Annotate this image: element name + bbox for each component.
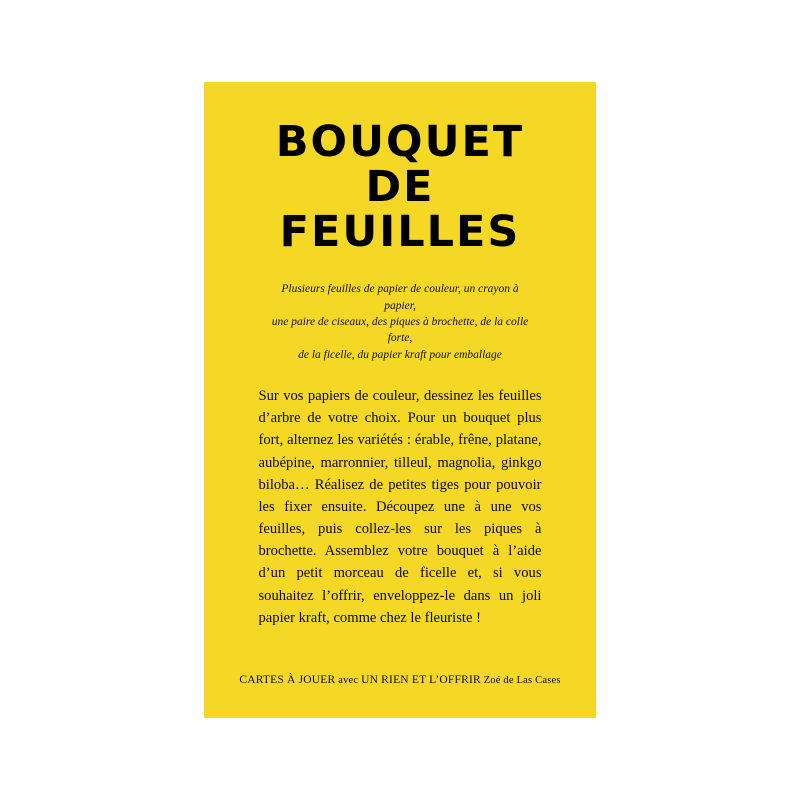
title-line-2: DE [365, 162, 435, 213]
instructions-text: Sur vos papiers de couleur, dessinez les feuilles d’arbre de votre choix. Pour un bouquet plus fort, alternez les variétés : érable, frêne, platane, aubépine, marronnier, tilleul, magnolia, ginkgo biloba… Réalisez de petites tiges pour pouvoir les fixer ensuite. Découpez une à une vos feuilles, puis collez-les sur les piques à brochette. Assemblez votre bouquet à l’aide d’un petit morceau de ficelle et, si vous souhaitez l’offrir, enveloppez-le dans un joli papier kraft, comme chez le fleuriste ! [258, 388, 542, 626]
title-line-3: FEUILLES [279, 207, 521, 258]
materials-line-3: de la ficelle, du papier kraft pour emballage [298, 348, 502, 361]
materials-list [266, 281, 534, 363]
materials-line-1: Plusieurs feuilles de papier de couleur, un crayon à papier, [281, 283, 519, 312]
card-title [204, 82, 596, 258]
card-footer [204, 674, 596, 686]
footer-author: Zoé de Las Cases [483, 675, 561, 686]
title-line-1: BOUQUET [275, 117, 525, 167]
materials-line-2: une paire de ciseaux, des piques à brochette, de la colle forte, [271, 316, 529, 345]
footer-connector: avec [338, 675, 359, 686]
instruction-card [204, 82, 596, 718]
footer-series: UN RIEN ET L’OFFRIR [361, 674, 481, 686]
footer-collection: CARTES À JOUER [239, 674, 336, 686]
